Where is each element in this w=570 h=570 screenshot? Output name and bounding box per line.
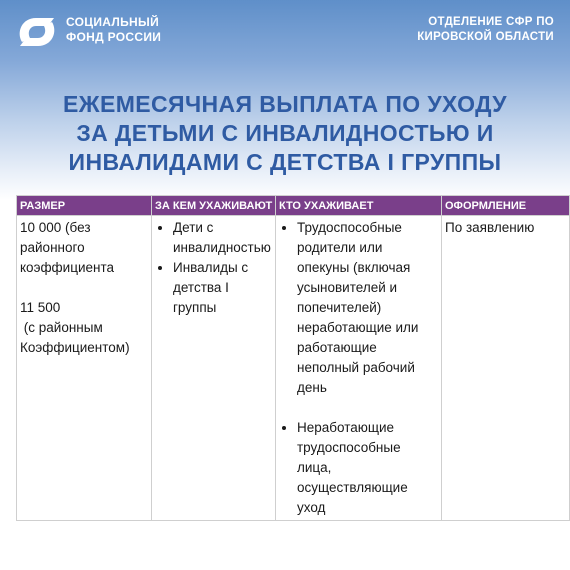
column-header-registration: ОФОРМЛЕНИЕ [442, 196, 570, 216]
list-spacer [297, 398, 438, 418]
cell-registration: По заявлению [442, 216, 570, 521]
sfr-logo-icon [14, 12, 60, 52]
title-line1: ЕЖЕМЕСЯЧНАЯ ВЫПЛАТА ПО УХОДУ [63, 91, 507, 117]
amount-without-coefficient-3: коэффициента [20, 260, 114, 275]
table-row [17, 216, 570, 521]
column-header-caregivers: КТО УХАЖИВАЕТ [276, 196, 442, 216]
table-header-row [17, 196, 570, 216]
column-header-recipients: ЗА КЕМ УХАЖИВАЮТ [152, 196, 276, 216]
page-title [10, 90, 560, 177]
list-item: • Инвалиды с детства I группы [173, 258, 272, 318]
cell-caregivers [276, 216, 442, 521]
regional-branch-line2: КИРОВСКОЙ ОБЛАСТИ [417, 31, 554, 43]
benefit-table [16, 195, 570, 521]
amount-with-coefficient-3: Коэффициентом) [20, 340, 130, 355]
amount-with-coefficient-2: (с районным [20, 320, 103, 335]
cell-size [17, 216, 152, 521]
list-item: • Неработающие трудоспособные лица, осуществляющие уход [297, 418, 438, 518]
regional-branch [417, 15, 554, 45]
title-line3: ИНВАЛИДАМИ С ДЕТСТВА I ГРУППЫ [68, 149, 502, 175]
title-line2: ЗА ДЕТЬМИ С ИНВАЛИДНОСТЬЮ И [76, 120, 494, 146]
regional-branch-line1: ОТДЕЛЕНИЕ СФР ПО [428, 16, 554, 28]
amount-without-coefficient-2: районного [20, 240, 85, 255]
recipients-list [155, 218, 272, 318]
caregivers-list [279, 218, 438, 518]
list-item: • Трудоспособные родители или опекуны (включая усыновителей и попечителей) неработающие или работающие неполный рабочий день [297, 218, 438, 398]
cell-recipients [152, 216, 276, 521]
amount-with-coefficient: 11 500 [20, 300, 61, 315]
org-name-line1: СОЦИАЛЬНЫЙ [66, 15, 159, 29]
org-name-line2: ФОНД РОССИИ [66, 30, 162, 44]
amount-without-coefficient: 10 000 (без [20, 220, 91, 235]
org-name [66, 15, 161, 45]
list-item: • Дети с инвалидностью [173, 218, 272, 258]
column-header-size: РАЗМЕР [17, 196, 152, 216]
